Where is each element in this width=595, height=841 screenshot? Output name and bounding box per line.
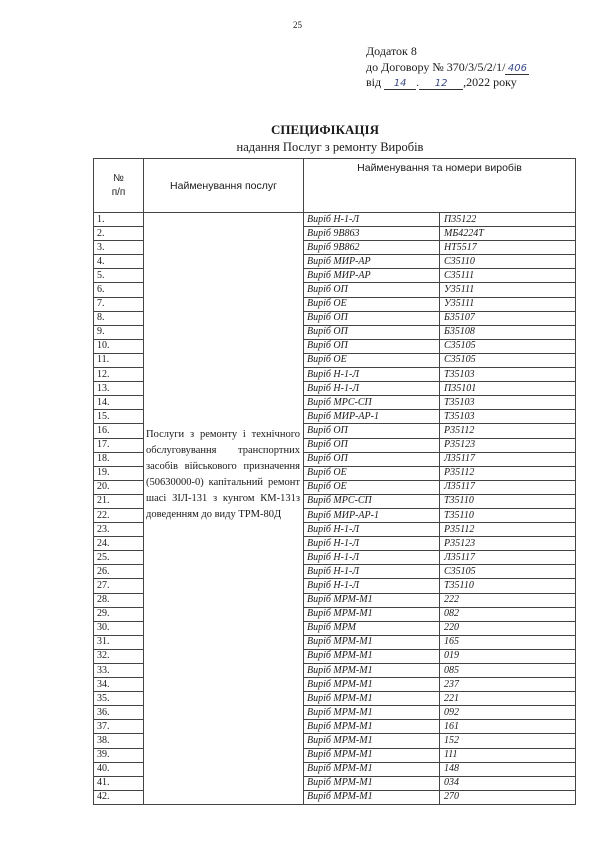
item-serial-number: 111	[440, 748, 576, 762]
item-serial-number: С35111	[440, 269, 576, 283]
item-name: Виріб МРМ-М1	[304, 692, 440, 706]
item-name: Виріб ОП	[304, 311, 440, 325]
row-number: 25.	[94, 551, 144, 565]
header-items: Найменування та номери виробів	[304, 159, 576, 213]
row-number: 13.	[94, 382, 144, 396]
row-number: 9.	[94, 325, 144, 339]
item-name: Виріб МРМ-М1	[304, 607, 440, 621]
row-number: 29.	[94, 607, 144, 621]
item-name: Виріб Н-1-Л	[304, 537, 440, 551]
header-number-abbr: п/п	[111, 186, 126, 198]
item-serial-number: П35101	[440, 382, 576, 396]
item-name: Виріб ОЕ	[304, 353, 440, 367]
item-serial-number: 019	[440, 649, 576, 663]
row-number: 34.	[94, 678, 144, 692]
item-serial-number: У35111	[440, 297, 576, 311]
document-title: СПЕЦИФІКАЦІЯ	[271, 122, 379, 137]
item-name: Виріб МРМ	[304, 621, 440, 635]
item-name: Виріб МРМ-М1	[304, 790, 440, 804]
contract-prefix: до Договору № 370/3/5/2/1/	[366, 59, 506, 74]
row-number: 38.	[94, 734, 144, 748]
item-serial-number: Р35112	[440, 424, 576, 438]
item-serial-number: 220	[440, 621, 576, 635]
row-number: 15.	[94, 410, 144, 424]
item-name: Виріб 9В862	[304, 241, 440, 255]
row-number: 35.	[94, 692, 144, 706]
row-number: 23.	[94, 523, 144, 537]
row-number: 6.	[94, 283, 144, 297]
contract-date: від 14 . 12 ,2022 року	[366, 75, 517, 89]
item-serial-number: С35105	[440, 339, 576, 353]
item-name: Виріб ОП	[304, 452, 440, 466]
date-year: ,2022 року	[463, 75, 517, 89]
row-number: 27.	[94, 579, 144, 593]
item-serial-number: Т35103	[440, 396, 576, 410]
item-serial-number: С35105	[440, 353, 576, 367]
item-name: Виріб ОЕ	[304, 480, 440, 494]
date-day-handwritten: 14	[384, 78, 416, 90]
item-serial-number: Р35123	[440, 438, 576, 452]
item-serial-number: 270	[440, 790, 576, 804]
item-name: Виріб Н-1-Л	[304, 523, 440, 537]
item-name: Виріб МРМ-М1	[304, 720, 440, 734]
item-serial-number: 221	[440, 692, 576, 706]
item-serial-number: П35122	[440, 213, 576, 227]
header-service: Найменування послуг	[144, 159, 304, 213]
item-name: Виріб МИР-АР	[304, 255, 440, 269]
contract-reference	[366, 60, 529, 76]
row-number: 12.	[94, 368, 144, 382]
row-number: 1.	[94, 213, 144, 227]
item-serial-number: Л35117	[440, 452, 576, 466]
item-name: Виріб Н-1-Л	[304, 565, 440, 579]
item-name: Виріб МРМ-М1	[304, 734, 440, 748]
item-name: Виріб ОП	[304, 438, 440, 452]
row-number: 14.	[94, 396, 144, 410]
item-name: Виріб ОЕ	[304, 297, 440, 311]
row-number: 2.	[94, 227, 144, 241]
item-name: Виріб МРМ-М1	[304, 776, 440, 790]
item-name: Виріб МРМ-М1	[304, 664, 440, 678]
item-name: Виріб Н-1-Л	[304, 382, 440, 396]
row-number: 5.	[94, 269, 144, 283]
item-name: Виріб МРС-СП	[304, 396, 440, 410]
item-name: Виріб МРМ-М1	[304, 678, 440, 692]
item-name: Виріб МРМ-М1	[304, 635, 440, 649]
row-number: 3.	[94, 241, 144, 255]
row-number: 24.	[94, 537, 144, 551]
item-serial-number: Л35117	[440, 551, 576, 565]
item-serial-number: 085	[440, 664, 576, 678]
annex-block	[366, 44, 529, 91]
item-serial-number: Т35110	[440, 508, 576, 522]
item-serial-number: 034	[440, 776, 576, 790]
service-description: Послуги з ремонту і технічного обслуговування транспортних засобів військового призначення (50630000-0) капітальний ремонт шасі ЗІЛ-131 з кунгом КМ-131з доведенням до виду ТРМ-80Д	[144, 213, 304, 805]
item-serial-number: С35105	[440, 565, 576, 579]
item-name: Виріб МИР-АР	[304, 269, 440, 283]
item-serial-number: Т35110	[440, 494, 576, 508]
item-serial-number: 082	[440, 607, 576, 621]
item-serial-number: МБ4224Т	[440, 227, 576, 241]
item-name: Виріб ОЕ	[304, 466, 440, 480]
item-name: Виріб МИР-АР-1	[304, 508, 440, 522]
item-name: Виріб Н-1-Л	[304, 368, 440, 382]
item-serial-number: 161	[440, 720, 576, 734]
item-name: Виріб ОП	[304, 339, 440, 353]
item-serial-number: Р35112	[440, 466, 576, 480]
item-serial-number: Т35103	[440, 368, 576, 382]
item-serial-number: НТ5517	[440, 241, 576, 255]
row-number: 41.	[94, 776, 144, 790]
item-serial-number: 222	[440, 593, 576, 607]
row-number: 36.	[94, 706, 144, 720]
item-serial-number: Т35110	[440, 579, 576, 593]
item-serial-number: У35111	[440, 283, 576, 297]
item-name: Виріб МИР-АР-1	[304, 410, 440, 424]
row-number: 20.	[94, 480, 144, 494]
row-number: 30.	[94, 621, 144, 635]
item-serial-number: 092	[440, 706, 576, 720]
item-serial-number: Б35108	[440, 325, 576, 339]
row-number: 22.	[94, 508, 144, 522]
row-number: 37.	[94, 720, 144, 734]
item-name: Виріб Н-1-Л	[304, 579, 440, 593]
row-number: 7.	[94, 297, 144, 311]
table-row	[94, 213, 576, 227]
row-number: 28.	[94, 593, 144, 607]
table-header-row	[94, 159, 576, 213]
item-name: Виріб Н-1-Л	[304, 551, 440, 565]
row-number: 16.	[94, 424, 144, 438]
row-number: 42.	[94, 790, 144, 804]
item-serial-number: Р35112	[440, 523, 576, 537]
item-name: Виріб МРМ-М1	[304, 649, 440, 663]
item-name: Виріб ОП	[304, 283, 440, 297]
item-serial-number: 165	[440, 635, 576, 649]
row-number: 10.	[94, 339, 144, 353]
item-serial-number: 152	[440, 734, 576, 748]
date-prefix: від	[366, 75, 382, 89]
item-name: Виріб МРМ-М1	[304, 706, 440, 720]
row-number: 11.	[94, 353, 144, 367]
row-number: 21.	[94, 494, 144, 508]
item-serial-number: 237	[440, 678, 576, 692]
row-number: 26.	[94, 565, 144, 579]
item-serial-number: Б35107	[440, 311, 576, 325]
item-serial-number: 148	[440, 762, 576, 776]
item-name: Виріб МРС-СП	[304, 494, 440, 508]
date-month-handwritten: 12	[419, 78, 463, 90]
row-number: 40.	[94, 762, 144, 776]
specification-table	[93, 158, 576, 805]
header-number-symbol: №	[113, 172, 124, 184]
item-name: Виріб МРМ-М1	[304, 748, 440, 762]
item-name: Виріб Н-1-Л	[304, 213, 440, 227]
item-name: Виріб 9В863	[304, 227, 440, 241]
row-number: 18.	[94, 452, 144, 466]
item-serial-number: Л35117	[440, 480, 576, 494]
row-number: 39.	[94, 748, 144, 762]
page-number: 25	[293, 20, 302, 30]
table-body	[94, 213, 576, 805]
row-number: 31.	[94, 635, 144, 649]
document-subtitle: надання Послуг з ремонту Виробів	[236, 140, 424, 154]
annex-title: Додаток 8	[366, 44, 417, 58]
row-number: 33.	[94, 664, 144, 678]
contract-number-handwritten: 406	[505, 63, 529, 75]
item-name: Виріб ОП	[304, 424, 440, 438]
item-name: Виріб МРМ-М1	[304, 593, 440, 607]
item-name: Виріб МРМ-М1	[304, 762, 440, 776]
row-number: 8.	[94, 311, 144, 325]
row-number: 32.	[94, 649, 144, 663]
header-number	[94, 159, 144, 213]
row-number: 19.	[94, 466, 144, 480]
item-serial-number: Р35123	[440, 537, 576, 551]
item-serial-number: Т35103	[440, 410, 576, 424]
item-serial-number: С35110	[440, 255, 576, 269]
row-number: 17.	[94, 438, 144, 452]
item-name: Виріб ОП	[304, 325, 440, 339]
row-number: 4.	[94, 255, 144, 269]
